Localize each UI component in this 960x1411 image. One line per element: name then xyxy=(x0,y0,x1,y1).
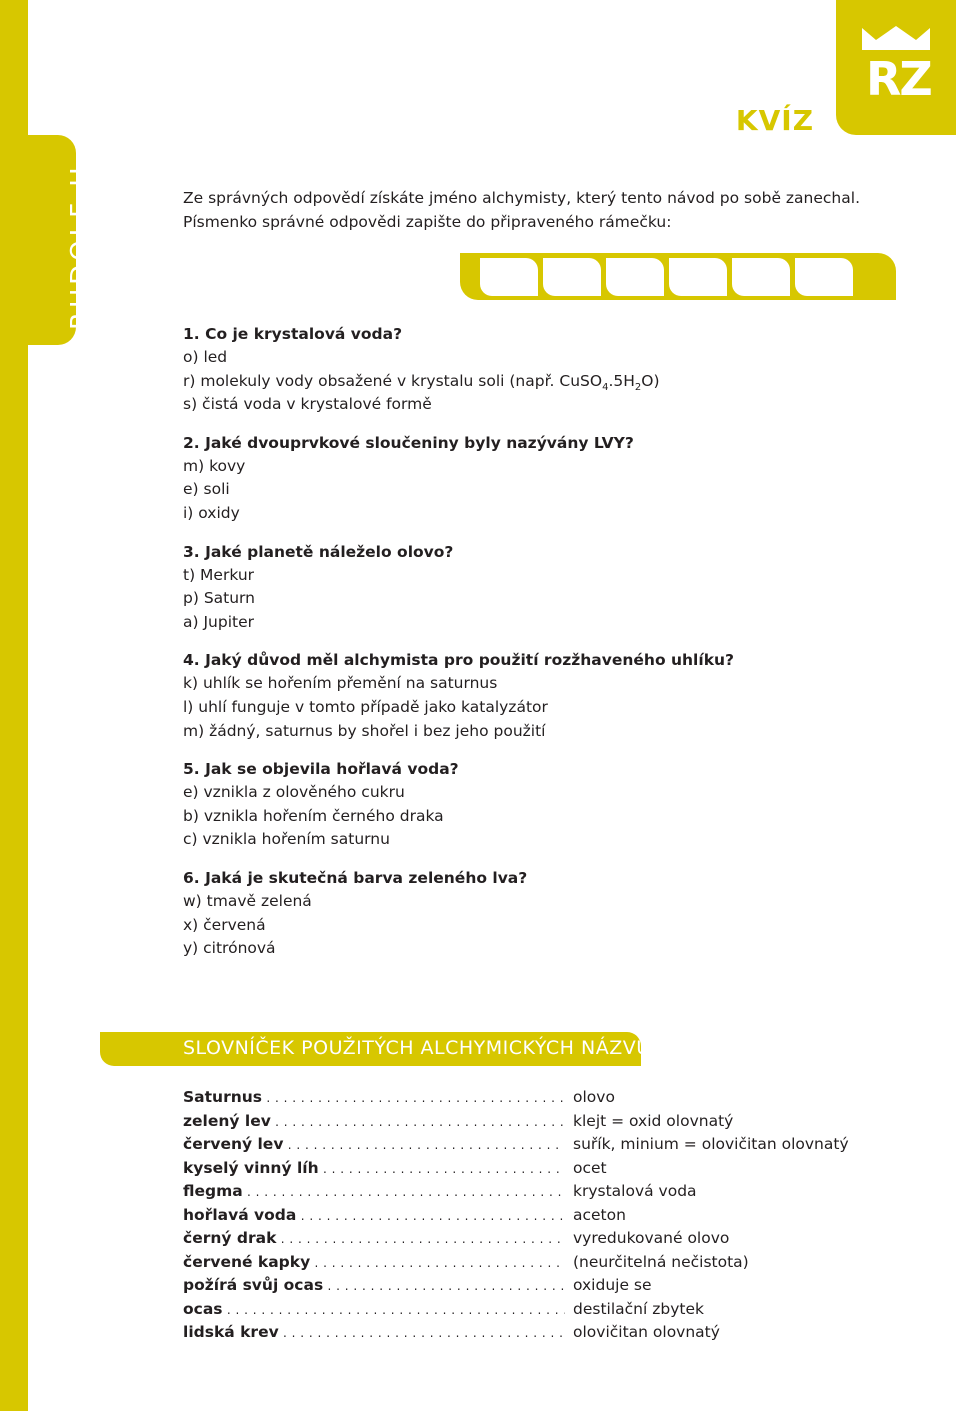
answer-option: y) citrónová xyxy=(183,939,276,958)
question-title: 4. Jaký důvod měl alchymista pro použití rozžhaveného uhlíku? xyxy=(183,651,735,670)
glossary-definition: suřík, minium = olovičitan olovnatý xyxy=(573,1135,849,1153)
glossary-row xyxy=(183,1180,903,1204)
logo-text: RZ xyxy=(866,52,931,106)
question-4 xyxy=(183,648,883,743)
glossary-term: černý drak . . . xyxy=(183,1227,565,1252)
answer-option: a) Jupiter xyxy=(183,612,254,631)
crown-icon xyxy=(860,26,932,52)
question-3 xyxy=(183,540,883,635)
answer-option: l) uhlí funguje v tomto případě jako katalyzátor xyxy=(183,697,548,716)
glossary-definition: aceton xyxy=(573,1205,626,1224)
glossary-row xyxy=(183,1133,903,1157)
glossary-term: hořlavá voda . . . xyxy=(183,1204,565,1229)
glossary-row xyxy=(183,1227,903,1251)
answer-cell-5[interactable] xyxy=(732,258,790,296)
glossary-definition: ocet xyxy=(573,1158,607,1177)
intro-line-2: Písmenko správné odpovědi zapište do připraveného rámečku: xyxy=(183,213,672,231)
side-tab xyxy=(0,135,76,345)
glossary-row xyxy=(183,1321,903,1345)
answer-option: e) soli xyxy=(183,480,230,499)
formula-subscript: 4 xyxy=(602,381,609,393)
glossary-row xyxy=(183,1204,903,1228)
answer-option: i) oxidy xyxy=(183,503,240,522)
answer-cell-1[interactable] xyxy=(480,258,538,296)
glossary-term: ocas . . . xyxy=(183,1298,565,1323)
page-title: KVÍZ xyxy=(735,104,814,137)
glossary-term: zelený lev . . . xyxy=(183,1110,565,1135)
answer-cell-2[interactable] xyxy=(543,258,601,296)
intro-line-1: Ze správných odpovědí získáte jméno alchymisty, který tento návod po sobě zanechal. xyxy=(183,189,860,207)
glossary-term: flegma . . . xyxy=(183,1180,565,1205)
glossary-definition: olovičitan olovnatý xyxy=(573,1323,720,1341)
glossary-term: červený lev . . . xyxy=(183,1133,565,1158)
answer-option-text: r) molekuly vody obsažené v krystalu soli (např. CuSO xyxy=(183,371,603,390)
glossary-header xyxy=(100,1032,658,1066)
formula-subscript: 2 xyxy=(634,381,642,393)
glossary-term: kyselý vinný líh . . . xyxy=(183,1157,565,1182)
answer-option: k) uhlík se hořením přemění na saturnus xyxy=(183,674,498,693)
answer-option: o) led xyxy=(183,348,228,366)
question-1 xyxy=(183,322,883,417)
answer-option: m) kovy xyxy=(183,456,246,475)
glossary-row xyxy=(183,1298,903,1322)
glossary-row xyxy=(183,1110,903,1134)
formula-part: .5H xyxy=(608,371,635,390)
glossary-definition: klejt = oxid olovnatý xyxy=(573,1111,734,1130)
glossary-term: Saturnus . . . xyxy=(183,1086,565,1111)
question-title: 6. Jaká je skutečná barva zeleného lva? xyxy=(183,868,528,887)
answer-option: m) žádný, saturnus by shořel i bez jeho použití xyxy=(183,721,546,740)
answer-option: e) vznikla z olověného cukru xyxy=(183,783,405,802)
answer-option: b) vznikla hořením černého draka xyxy=(183,806,444,825)
glossary-row xyxy=(183,1274,903,1298)
glossary-definition: (neurčitelná nečistota) xyxy=(573,1252,749,1271)
intro-text xyxy=(183,186,860,234)
question-6 xyxy=(183,866,883,961)
answer-cell-4[interactable] xyxy=(669,258,727,296)
answer-option: s) čistá voda v krystalové formě xyxy=(183,395,432,414)
glossary-list xyxy=(183,1086,903,1345)
glossary-definition: oxiduje se xyxy=(573,1276,652,1294)
glossary-title: SLOVNÍČEK POUŽITÝCH ALCHYMICKÝCH NÁZVŮ: xyxy=(183,1037,658,1059)
glossary-row xyxy=(183,1157,903,1181)
answer-cell-3[interactable] xyxy=(606,258,664,296)
question-2 xyxy=(183,431,883,526)
answer-option: t) Merkur xyxy=(183,565,255,584)
question-5 xyxy=(183,757,883,852)
question-title: 2. Jaké dvouprvkové sloučeniny byly nazývány LVY? xyxy=(183,433,634,452)
sidebar-label: RUDOLF II. xyxy=(66,151,96,330)
question-list xyxy=(183,322,883,975)
answer-cell-6[interactable] xyxy=(795,258,853,296)
answer-option: c) vznikla hořením saturnu xyxy=(183,830,390,849)
answer-option: x) červená xyxy=(183,915,266,934)
glossary-definition: krystalová voda xyxy=(573,1182,697,1200)
answer-option: p) Saturn xyxy=(183,589,255,608)
glossary-definition: olovo xyxy=(573,1088,615,1106)
glossary-row xyxy=(183,1251,903,1275)
glossary-definition: destilační zbytek xyxy=(573,1299,704,1318)
answer-option xyxy=(183,370,883,394)
question-title: 1. Co je krystalová voda? xyxy=(183,325,403,343)
glossary-term: červené kapky . . . xyxy=(183,1251,565,1276)
question-title: 3. Jaké planetě náleželo olovo? xyxy=(183,542,454,561)
glossary-row xyxy=(183,1086,903,1110)
glossary-term: lidská krev . . . xyxy=(183,1321,565,1346)
glossary-definition: vyredukované olovo xyxy=(573,1229,730,1247)
glossary-term: požírá svůj ocas . . . xyxy=(183,1274,565,1299)
logo xyxy=(836,0,956,135)
question-title: 5. Jak se objevila hořlavá voda? xyxy=(183,760,459,779)
formula-part: O) xyxy=(641,371,660,390)
answer-option: w) tmavě zelená xyxy=(183,891,312,910)
answer-box xyxy=(460,253,896,300)
